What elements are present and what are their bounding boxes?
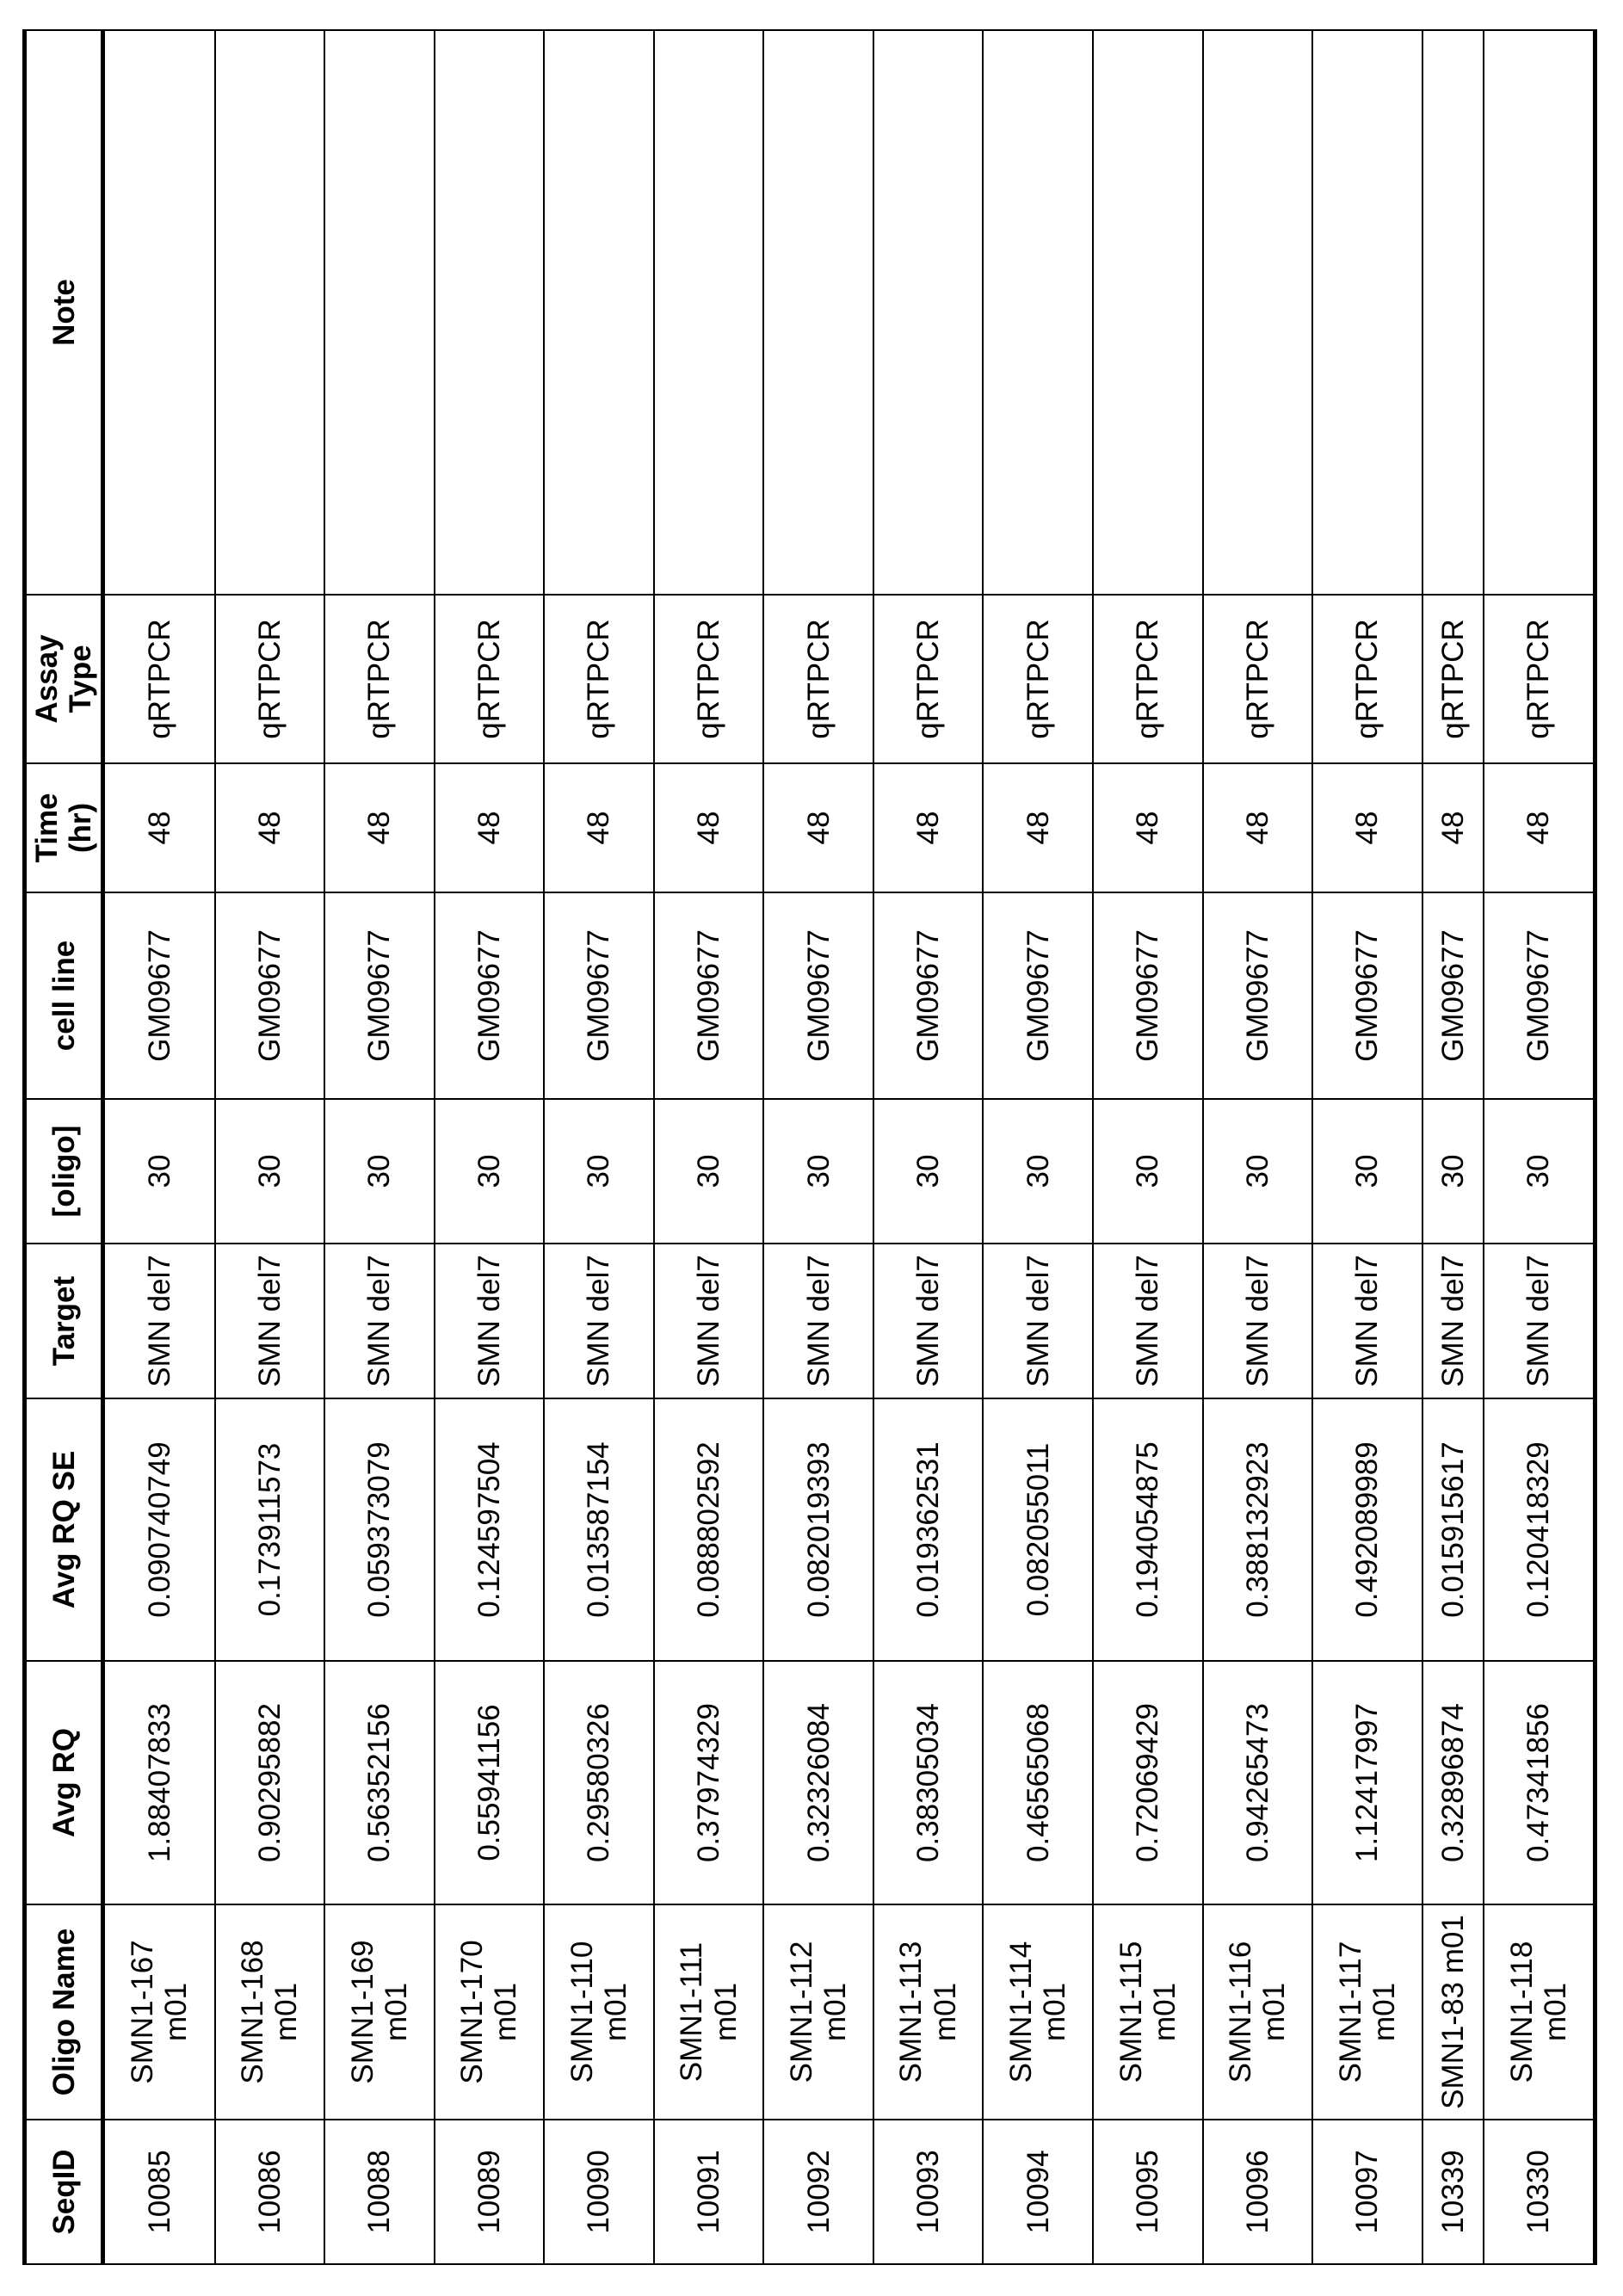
cell-avg_rq: 0.46565068 xyxy=(983,1661,1093,1904)
column-header-cell_line: cell line xyxy=(25,892,103,1099)
cell-avg_rq_se: 0.194054875 xyxy=(1093,1398,1203,1661)
cell-seqid: 10096 xyxy=(1203,2120,1313,2264)
table-body xyxy=(103,30,1595,2264)
cell-avg_rq: 0.94265473 xyxy=(1203,1661,1313,1904)
cell-oligo_name: SMN1-112 m01 xyxy=(763,1904,873,2120)
cell-oligo_conc: 30 xyxy=(103,1099,215,1244)
cell-avg_rq_se: 0.019362531 xyxy=(873,1398,984,1661)
cell-oligo_conc: 30 xyxy=(654,1099,764,1244)
table-header xyxy=(25,30,103,2264)
cell-oligo_conc: 30 xyxy=(1093,1099,1203,1244)
cell-avg_rq: 0.55941156 xyxy=(435,1661,545,1904)
cell-assay_type: qRTPCR xyxy=(1203,595,1313,763)
cell-avg_rq: 0.37974329 xyxy=(654,1661,764,1904)
cell-assay_type: qRTPCR xyxy=(763,595,873,763)
cell-target: SMN del7 xyxy=(1484,1244,1595,1398)
cell-note xyxy=(654,30,764,595)
cell-seqid: 10097 xyxy=(1312,2120,1422,2264)
table-row xyxy=(435,30,545,2264)
cell-oligo_name: SMN1-116 m01 xyxy=(1203,1904,1313,2120)
cell-oligo_conc: 30 xyxy=(1484,1099,1595,1244)
cell-note xyxy=(1422,30,1484,595)
cell-avg_rq_se: 0.013587154 xyxy=(544,1398,654,1661)
cell-avg_rq_se: 0.124597504 xyxy=(435,1398,545,1661)
cell-target: SMN del7 xyxy=(763,1244,873,1398)
cell-target: SMN del7 xyxy=(1422,1244,1484,1398)
column-header-oligo_conc: [oligo] xyxy=(25,1099,103,1244)
cell-oligo_conc: 30 xyxy=(1203,1099,1313,1244)
cell-cell_line: GM09677 xyxy=(873,892,984,1099)
cell-avg_rq: 0.32896874 xyxy=(1422,1661,1484,1904)
cell-cell_line: GM09677 xyxy=(103,892,215,1099)
table-row xyxy=(1422,30,1484,2264)
cell-seqid: 10091 xyxy=(654,2120,764,2264)
cell-avg_rq_se: 0.082019393 xyxy=(763,1398,873,1661)
cell-target: SMN del7 xyxy=(435,1244,545,1398)
cell-oligo_name: SMN1-169 m01 xyxy=(324,1904,435,2120)
table-row xyxy=(873,30,984,2264)
cell-cell_line: GM09677 xyxy=(215,892,325,1099)
cell-avg_rq: 1.12417997 xyxy=(1312,1661,1422,1904)
cell-target: SMN del7 xyxy=(324,1244,435,1398)
cell-assay_type: qRTPCR xyxy=(435,595,545,763)
cell-target: SMN del7 xyxy=(1312,1244,1422,1398)
table-row xyxy=(654,30,764,2264)
cell-note xyxy=(1093,30,1203,595)
cell-note xyxy=(1484,30,1595,595)
cell-avg_rq: 0.90295882 xyxy=(215,1661,325,1904)
cell-oligo_name: SMN1-168 m01 xyxy=(215,1904,325,2120)
cell-oligo_conc: 30 xyxy=(1422,1099,1484,1244)
cell-seqid: 10093 xyxy=(873,2120,984,2264)
table-row xyxy=(215,30,325,2264)
column-header-time_hr: Time (hr) xyxy=(25,763,103,892)
cell-oligo_conc: 30 xyxy=(873,1099,984,1244)
column-header-oligo_name: Oligo Name xyxy=(25,1904,103,2120)
table-row xyxy=(983,30,1093,2264)
cell-target: SMN del7 xyxy=(544,1244,654,1398)
cell-seqid: 10090 xyxy=(544,2120,654,2264)
cell-target: SMN del7 xyxy=(654,1244,764,1398)
cell-note xyxy=(103,30,215,595)
cell-assay_type: qRTPCR xyxy=(103,595,215,763)
cell-cell_line: GM09677 xyxy=(1422,892,1484,1099)
cell-cell_line: GM09677 xyxy=(1312,892,1422,1099)
table-row xyxy=(763,30,873,2264)
cell-oligo_name: SMN1-114 m01 xyxy=(983,1904,1093,2120)
cell-oligo_name: SMN1-111 m01 xyxy=(654,1904,764,2120)
cell-avg_rq_se: 0.082055011 xyxy=(983,1398,1093,1661)
cell-oligo_name: SMN1-170 m01 xyxy=(435,1904,545,2120)
cell-avg_rq_se: 0.090740749 xyxy=(103,1398,215,1661)
cell-seqid: 10086 xyxy=(215,2120,325,2264)
column-header-target: Target xyxy=(25,1244,103,1398)
cell-time_hr: 48 xyxy=(1203,763,1313,892)
cell-target: SMN del7 xyxy=(873,1244,984,1398)
cell-note xyxy=(544,30,654,595)
cell-oligo_conc: 30 xyxy=(435,1099,545,1244)
cell-avg_rq_se: 0.015915617 xyxy=(1422,1398,1484,1661)
cell-assay_type: qRTPCR xyxy=(324,595,435,763)
cell-note xyxy=(873,30,984,595)
table-row xyxy=(1203,30,1313,2264)
cell-oligo_name: SMN1-117 m01 xyxy=(1312,1904,1422,2120)
cell-cell_line: GM09677 xyxy=(1484,892,1595,1099)
column-header-avg_rq_se: Avg RQ SE xyxy=(25,1398,103,1661)
cell-seqid: 10092 xyxy=(763,2120,873,2264)
cell-note xyxy=(1203,30,1313,595)
cell-cell_line: GM09677 xyxy=(763,892,873,1099)
column-header-seqid: SeqID xyxy=(25,2120,103,2264)
cell-time_hr: 48 xyxy=(324,763,435,892)
cell-avg_rq_se: 0.492089989 xyxy=(1312,1398,1422,1661)
column-header-assay_type: Assay Type xyxy=(25,595,103,763)
cell-oligo_name: SMN1-113 m01 xyxy=(873,1904,984,2120)
table-row xyxy=(324,30,435,2264)
cell-cell_line: GM09677 xyxy=(544,892,654,1099)
cell-time_hr: 48 xyxy=(1093,763,1203,892)
cell-seqid: 10088 xyxy=(324,2120,435,2264)
cell-oligo_name: SMN1-118 m01 xyxy=(1484,1904,1595,2120)
cell-time_hr: 48 xyxy=(103,763,215,892)
cell-assay_type: qRTPCR xyxy=(544,595,654,763)
table-row xyxy=(544,30,654,2264)
assay-results-table xyxy=(22,29,1597,2265)
cell-note xyxy=(763,30,873,595)
cell-avg_rq_se: 0.388132923 xyxy=(1203,1398,1313,1661)
cell-avg_rq: 0.47341856 xyxy=(1484,1661,1595,1904)
table-header-row xyxy=(25,30,103,2264)
cell-assay_type: qRTPCR xyxy=(1484,595,1595,763)
table-row xyxy=(103,30,215,2264)
cell-avg_rq: 0.56352156 xyxy=(324,1661,435,1904)
cell-oligo_name: SMN1-167 m01 xyxy=(103,1904,215,2120)
cell-cell_line: GM09677 xyxy=(435,892,545,1099)
cell-assay_type: qRTPCR xyxy=(654,595,764,763)
column-header-avg_rq: Avg RQ xyxy=(25,1661,103,1904)
cell-seqid: 10095 xyxy=(1093,2120,1203,2264)
cell-note xyxy=(983,30,1093,595)
cell-avg_rq: 0.38305034 xyxy=(873,1661,984,1904)
cell-target: SMN del7 xyxy=(983,1244,1093,1398)
cell-note xyxy=(1312,30,1422,595)
cell-target: SMN del7 xyxy=(215,1244,325,1398)
cell-avg_rq: 0.72069429 xyxy=(1093,1661,1203,1904)
cell-assay_type: qRTPCR xyxy=(873,595,984,763)
cell-target: SMN del7 xyxy=(1093,1244,1203,1398)
cell-time_hr: 48 xyxy=(544,763,654,892)
cell-assay_type: qRTPCR xyxy=(983,595,1093,763)
table-row xyxy=(1312,30,1422,2264)
cell-seqid: 10094 xyxy=(983,2120,1093,2264)
table-row xyxy=(1093,30,1203,2264)
cell-oligo_conc: 30 xyxy=(324,1099,435,1244)
cell-time_hr: 48 xyxy=(1312,763,1422,892)
cell-time_hr: 48 xyxy=(654,763,764,892)
cell-avg_rq: 1.88407833 xyxy=(103,1661,215,1904)
cell-target: SMN del7 xyxy=(1203,1244,1313,1398)
cell-time_hr: 48 xyxy=(1422,763,1484,892)
cell-seqid: 10339 xyxy=(1422,2120,1484,2264)
cell-seqid: 10330 xyxy=(1484,2120,1595,2264)
cell-note xyxy=(435,30,545,595)
cell-oligo_name: SMN1-110 m01 xyxy=(544,1904,654,2120)
cell-avg_rq_se: 0.059373079 xyxy=(324,1398,435,1661)
cell-oligo_name: SMN1-115 m01 xyxy=(1093,1904,1203,2120)
cell-cell_line: GM09677 xyxy=(1203,892,1313,1099)
cell-time_hr: 48 xyxy=(435,763,545,892)
cell-cell_line: GM09677 xyxy=(654,892,764,1099)
cell-assay_type: qRTPCR xyxy=(1312,595,1422,763)
cell-avg_rq_se: 0.120418329 xyxy=(1484,1398,1595,1661)
cell-oligo_conc: 30 xyxy=(215,1099,325,1244)
cell-avg_rq: 0.29580326 xyxy=(544,1661,654,1904)
cell-oligo_conc: 30 xyxy=(763,1099,873,1244)
column-header-note: Note xyxy=(25,30,103,595)
table-row xyxy=(1484,30,1595,2264)
cell-seqid: 10089 xyxy=(435,2120,545,2264)
cell-time_hr: 48 xyxy=(215,763,325,892)
cell-target: SMN del7 xyxy=(103,1244,215,1398)
cell-oligo_name: SMN1-83 m01 xyxy=(1422,1904,1484,2120)
cell-assay_type: qRTPCR xyxy=(215,595,325,763)
cell-note xyxy=(215,30,325,595)
cell-time_hr: 48 xyxy=(873,763,984,892)
cell-oligo_conc: 30 xyxy=(983,1099,1093,1244)
cell-avg_rq: 0.32326084 xyxy=(763,1661,873,1904)
cell-oligo_conc: 30 xyxy=(1312,1099,1422,1244)
cell-oligo_conc: 30 xyxy=(544,1099,654,1244)
cell-avg_rq_se: 0.173911573 xyxy=(215,1398,325,1661)
cell-assay_type: qRTPCR xyxy=(1093,595,1203,763)
cell-cell_line: GM09677 xyxy=(1093,892,1203,1099)
cell-assay_type: qRTPCR xyxy=(1422,595,1484,763)
cell-cell_line: GM09677 xyxy=(983,892,1093,1099)
cell-seqid: 10085 xyxy=(103,2120,215,2264)
cell-avg_rq_se: 0.088802592 xyxy=(654,1398,764,1661)
cell-time_hr: 48 xyxy=(983,763,1093,892)
cell-note xyxy=(324,30,435,595)
cell-time_hr: 48 xyxy=(763,763,873,892)
cell-time_hr: 48 xyxy=(1484,763,1595,892)
cell-cell_line: GM09677 xyxy=(324,892,435,1099)
